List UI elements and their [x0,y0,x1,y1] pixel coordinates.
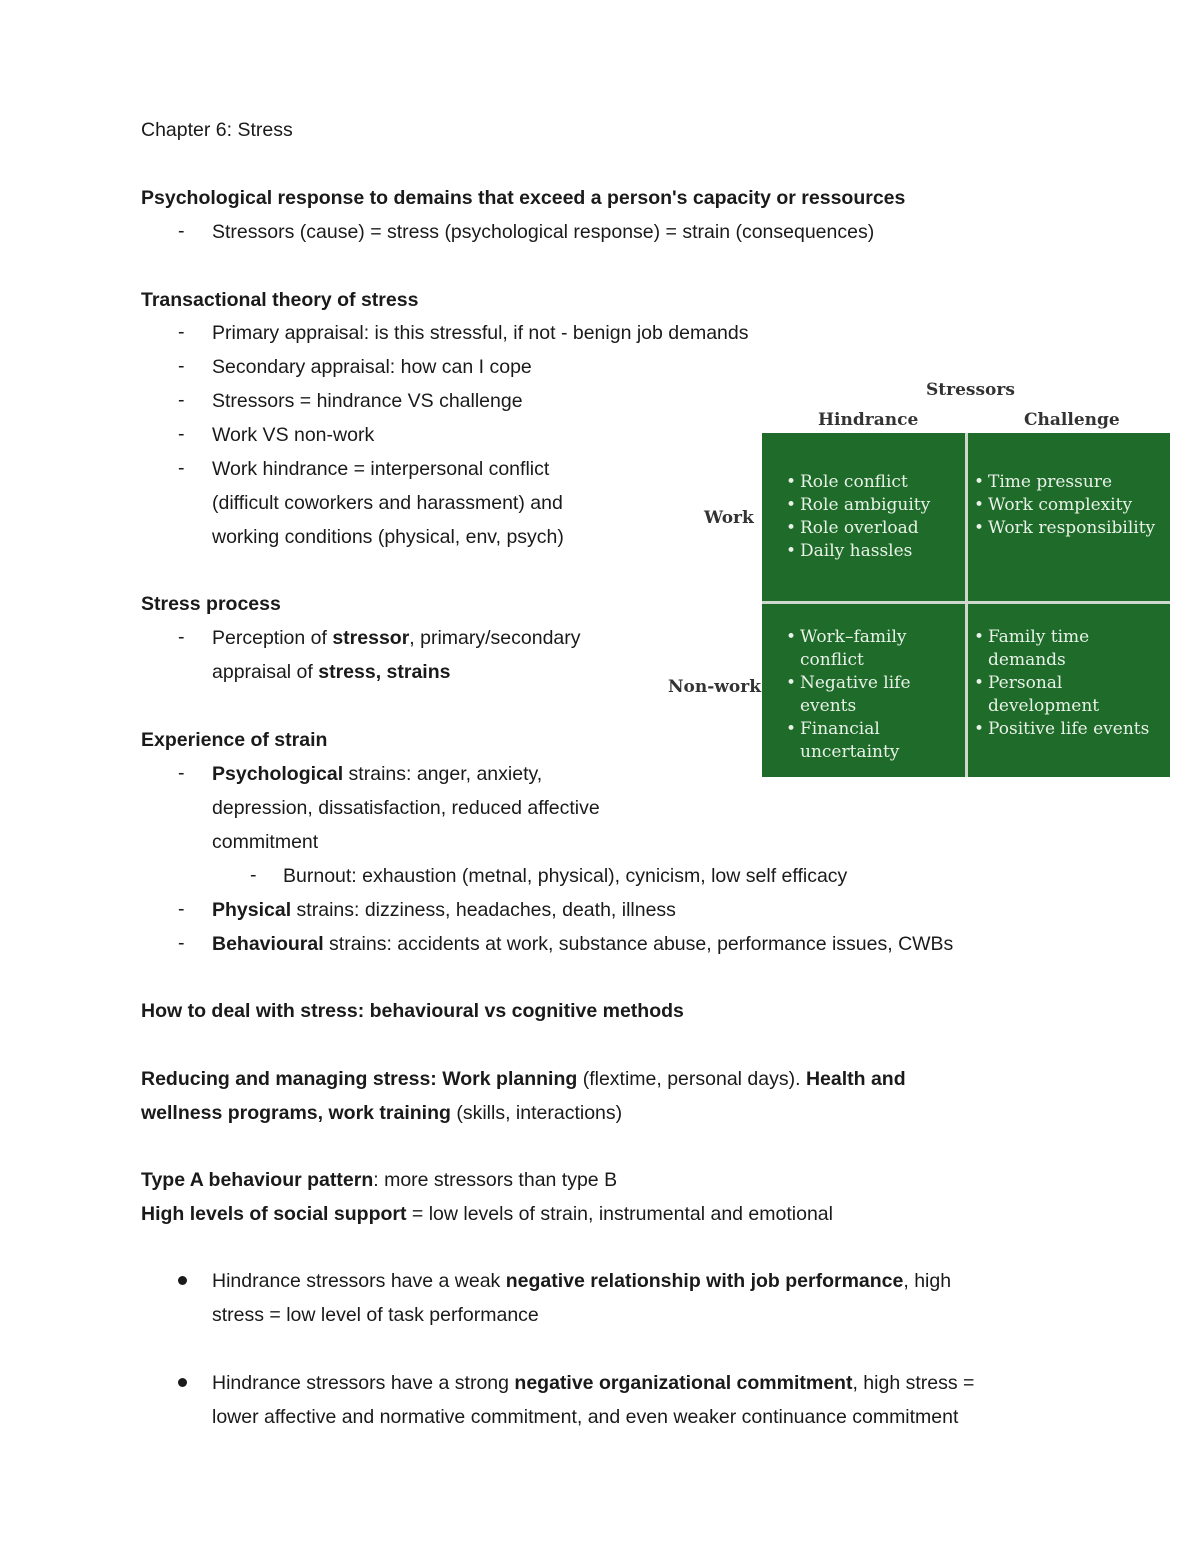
stressors-figure [660,372,1180,784]
list-item: • Financial uncertainty [786,718,965,764]
cell-work-challenge [968,433,1170,601]
bullet-text: (difficult coworkers and harassment) and [212,492,563,514]
bullet-text: depression, dissatisfaction, reduced affective [212,797,600,819]
section-heading-dealing: How to deal with stress: behavioural vs cognitive methods [141,1000,684,1022]
bullet-text: Hindrance stressors have a weak negative relationship with job performance, high [212,1270,952,1292]
cell-nonwork-hindrance [762,604,965,777]
dash-bullet: - [178,626,185,648]
list-item: • Family time demands [974,626,1170,672]
grid-divider-horizontal [762,601,1170,604]
list-item: • Work complexity [974,494,1170,517]
bullet-text: Physical strains: dizziness, headaches, death, illness [212,899,676,921]
bullet-text: commitment [212,831,319,853]
bullet-text: stress = low level of task performance [212,1304,539,1326]
cell-work-hindrance [762,433,965,601]
grid-divider-vertical [965,433,968,777]
list-item: • Daily hassles [786,540,965,563]
dash-bullet: - [178,457,185,479]
list-item: • Personal development [974,672,1170,718]
bullet-text: working conditions (physical, env, psych) [212,526,564,548]
figure-title: Stressors [926,380,1015,400]
list-item: • Role ambiguity [786,494,965,517]
stressors-grid [762,433,1170,777]
list-item: • Role conflict [786,471,965,494]
row-header-work: Work [704,508,754,528]
row-header-nonwork: Non-work [668,677,762,697]
bullet-text: Secondary appraisal: how can I cope [212,356,532,378]
dash-bullet: - [250,864,257,886]
bullet-text: Primary appraisal: is this stressful, if not - benign job demands [212,322,749,344]
list-item: • Work–family conflict [786,626,965,672]
column-header-hindrance: Hindrance [818,410,919,430]
bullet-text: Work VS non-work [212,424,375,446]
list-item: • Work responsibility [974,517,1170,540]
paragraph-reducing-cont: wellness programs, work training (skills, interactions) [141,1102,623,1124]
column-header-challenge: Challenge [1024,410,1120,430]
section-heading-definition: Psychological response to demains that exceed a person's capacity or ressources [141,187,906,209]
paragraph-social-support: High levels of social support = low levels of strain, instrumental and emotional [141,1203,833,1225]
list-item: • Time pressure [974,471,1170,494]
sub-bullet-text: Burnout: exhaustion (metnal, physical), cynicism, low self efficacy [283,865,848,887]
bullet-text: Stressors (cause) = stress (psychological response) = strain (consequences) [212,221,875,243]
list-item: • Positive life events [974,718,1170,741]
dash-bullet: - [178,220,185,242]
paragraph-type-a: Type A behaviour pattern: more stressors than type B [141,1169,618,1191]
dash-bullet: - [178,355,185,377]
section-heading-transactional: Transactional theory of stress [141,289,419,311]
bullet-text: Work hindrance = interpersonal conflict [212,458,550,480]
bullet-text: Behavioural strains: accidents at work, substance abuse, performance issues, CWBs [212,933,954,955]
list-item: • Role overload [786,517,965,540]
bullet-text: appraisal of stress, strains [212,661,451,683]
dash-bullet: - [178,389,185,411]
bullet-text: Perception of stressor, primary/secondary [212,627,581,649]
dash-bullet: - [178,423,185,445]
bullet-text: lower affective and normative commitment, and even weaker continuance commitment [212,1406,959,1428]
dash-bullet: - [178,932,185,954]
paragraph-reducing: Reducing and managing stress: Work planning (flextime, personal days). Health and [141,1068,906,1090]
bullet-dot [178,1378,187,1387]
bullet-text: Psychological strains: anger, anxiety, [212,763,543,785]
dash-bullet: - [178,321,185,343]
dash-bullet: - [178,762,185,784]
bullet-text: Hindrance stressors have a strong negative organizational commitment, high stress = [212,1372,975,1394]
section-heading-process: Stress process [141,593,281,615]
list-item: • Negative life events [786,672,965,718]
bullet-dot [178,1276,187,1285]
cell-nonwork-challenge [968,604,1170,777]
bullet-text: Stressors = hindrance VS challenge [212,390,523,412]
dash-bullet: - [178,898,185,920]
page-title: Chapter 6: Stress [141,119,293,141]
section-heading-strain: Experience of strain [141,729,328,751]
